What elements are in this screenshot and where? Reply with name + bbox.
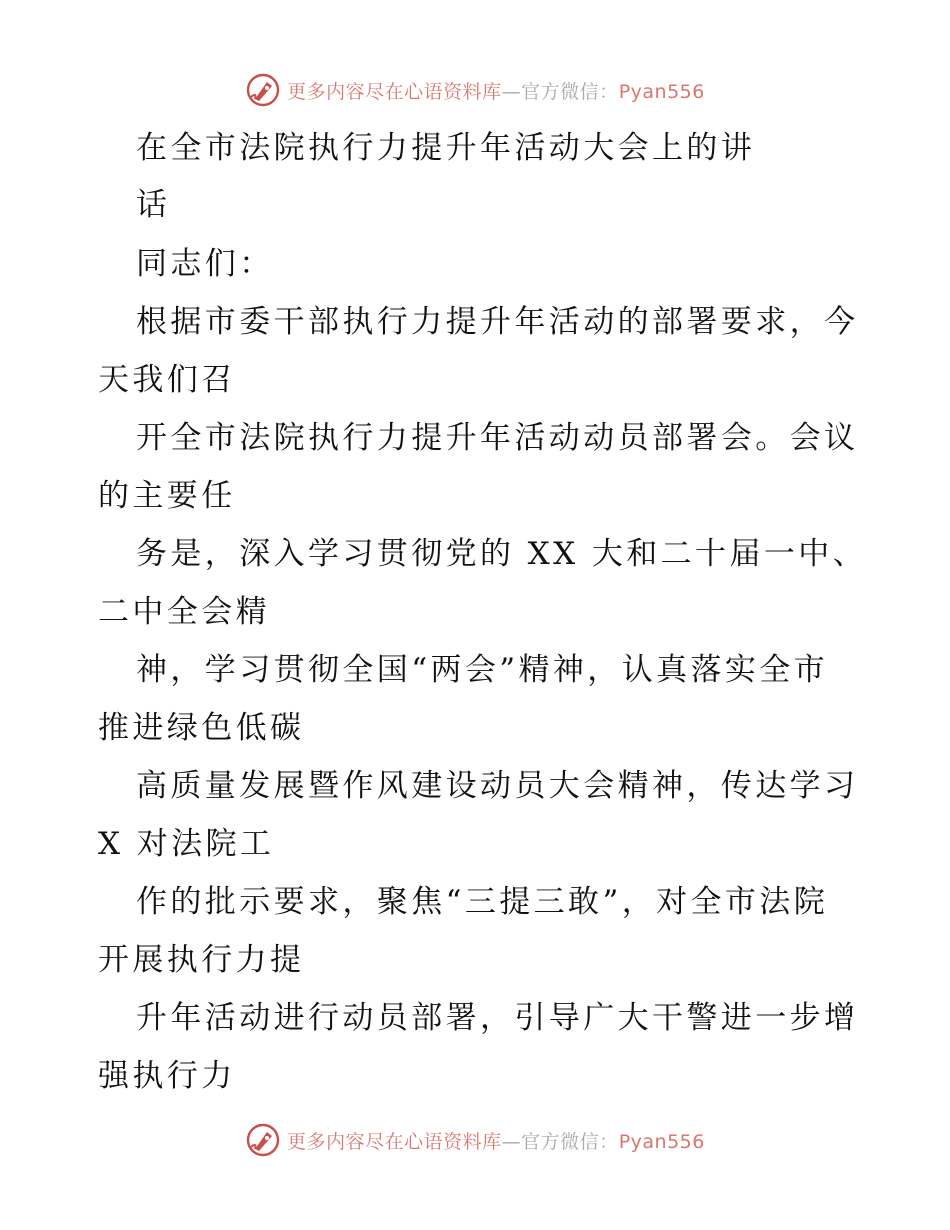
footer-banner [0, 1120, 950, 1160]
paragraph-line: 根据市委干部执行力提升年活动的部署要求，今 [136, 304, 859, 340]
salutation: 同志们： [136, 246, 274, 282]
paragraph-line: 推进绿色低碳 [98, 710, 305, 746]
paragraph-line: X 对法院工 [98, 826, 275, 862]
document-title-line: 话 [136, 187, 171, 223]
banner-title: 更多内容尽在心语资料库 [287, 80, 502, 103]
document-title-line: 在全市法院执行力提升年活动大会上的讲 [136, 130, 756, 166]
paragraph-line: 务是，深入学习贯彻党的 XX 大和二十届一中、 [136, 536, 868, 572]
pen-nib-logo-icon [245, 72, 281, 108]
header-banner [0, 70, 950, 110]
banner-wechat-label: —官方微信： [501, 1130, 619, 1153]
banner-wechat-id: Pyan556 [618, 80, 705, 103]
paragraph-line: 的主要任 [98, 478, 236, 514]
paragraph-line: 神，学习贯彻全国“两会”精神，认真落实全市 [136, 652, 829, 688]
paragraph-line: 天我们召 [98, 362, 236, 398]
paragraph-line: 作的批示要求，聚焦“三提三敢”，对全市法院 [136, 884, 829, 920]
paragraph-line: 开全市法院执行力提升年活动动员部署会。会议 [136, 420, 859, 456]
banner-wechat-label: —官方微信： [501, 80, 619, 103]
paragraph-line: 高质量发展暨作风建设动员大会精神，传达学习 [136, 768, 859, 804]
paragraph-line: 开展执行力提 [98, 942, 305, 978]
banner-wechat-id: Pyan556 [618, 1130, 705, 1153]
paragraph-line: 二中全会精 [98, 594, 270, 630]
paragraph-line: 强执行力 [98, 1058, 236, 1094]
banner-title: 更多内容尽在心语资料库 [287, 1130, 502, 1153]
pen-nib-logo-icon [245, 1122, 281, 1158]
paragraph-line: 升年活动进行动员部署，引导广大干警进一步增 [136, 1000, 859, 1036]
